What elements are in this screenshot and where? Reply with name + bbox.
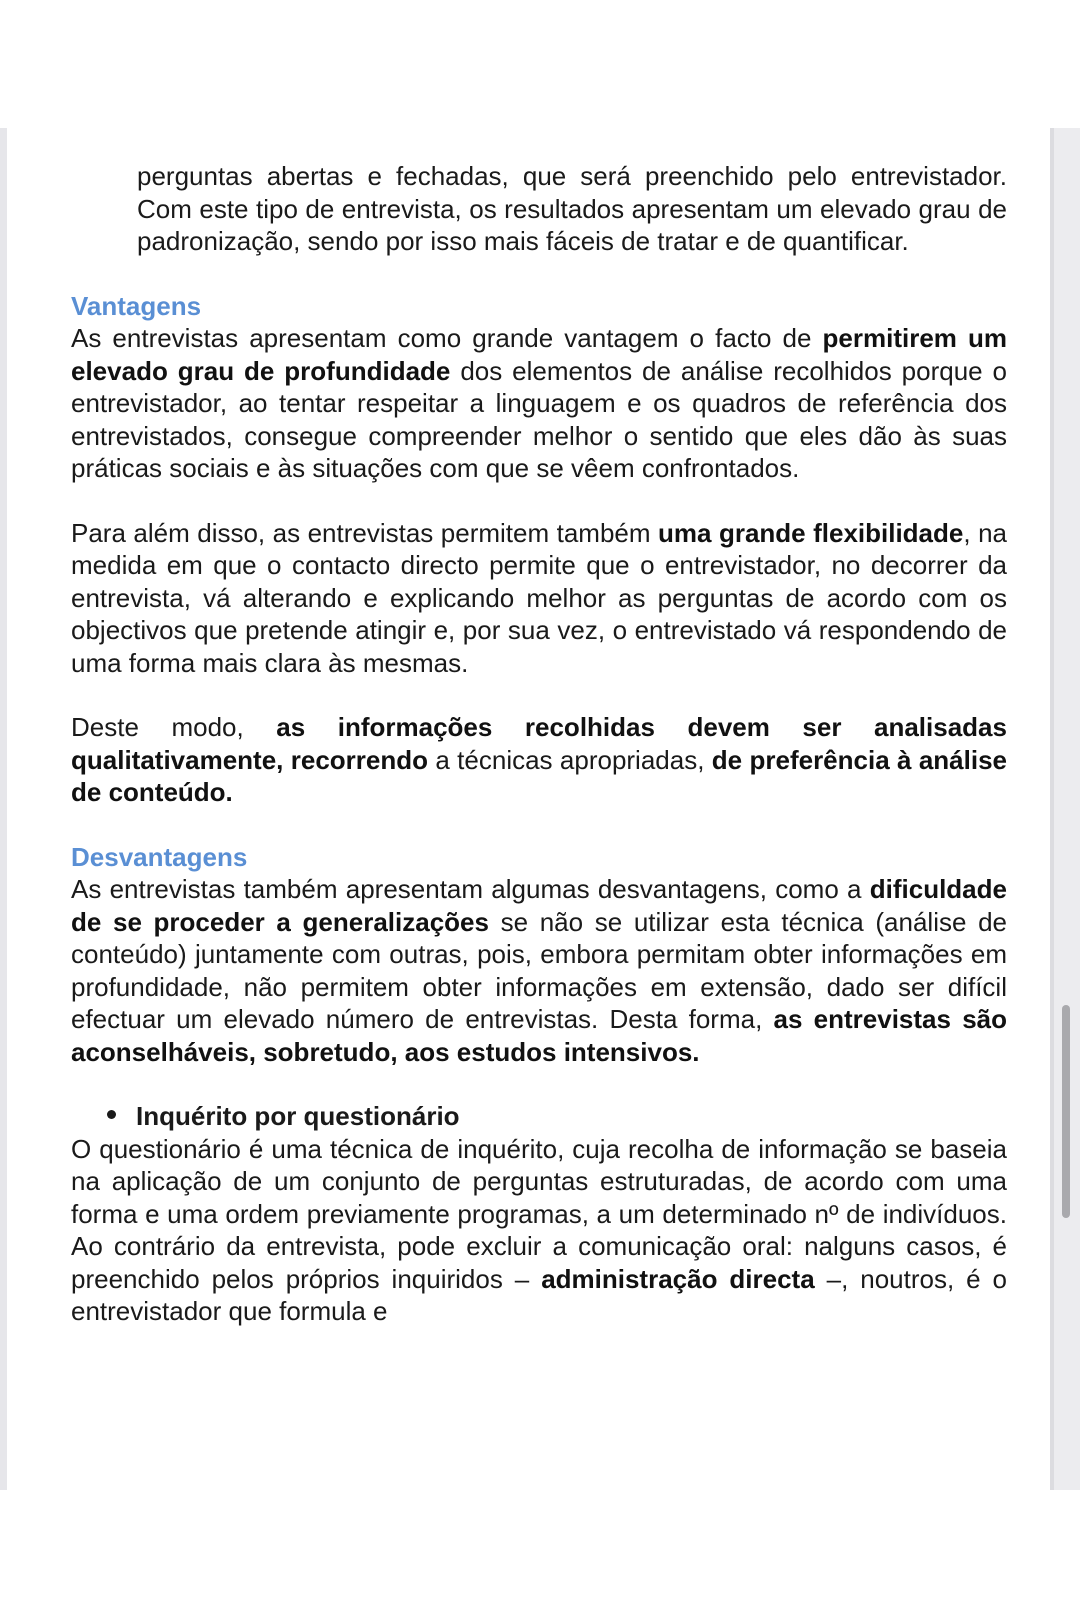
text: dos elementos de análise recolhidos porque o entrevistador, ao tentar respeitar a linguagem e os quadros de referência dos entrevistados, consegue compreender melhor o sentido que eles dão às suas práticas sociais e às situações com que se vêem confrontados.	[71, 355, 1007, 483]
text: As entrevistas apresentam como grande vantagem o facto de	[71, 323, 823, 353]
text: Deste modo,	[71, 712, 277, 742]
text: As entrevistas também apresentam algumas desvantagens, como a	[71, 874, 870, 904]
text: O questionário é uma técnica de inquérito, cuja recolha de informação se baseia na aplicação de um conjunto de perguntas estruturadas, de acordo com uma forma e uma ordem previamente programas, a um determinado nº de indivíduos. Ao contrário da entrevista, pode excluir a comunicação oral: nalguns casos, é preenchido pelos próprios inquiridos –	[71, 1133, 1007, 1294]
bold-text: administração directa	[541, 1263, 815, 1294]
heading-desvantagens: Desvantagens	[71, 841, 248, 872]
page-right-edge	[1050, 128, 1054, 1490]
heading-vantagens: Vantagens	[71, 290, 202, 321]
text: a técnicas apropriadas,	[428, 744, 712, 775]
bold-text: dificuldade de se proceder a generalizações	[71, 874, 1007, 937]
text: –, noutros, é o entrevistador que formula e	[71, 1263, 1007, 1326]
continued-paragraph: perguntas abertas e fechadas, que será preenchido pelo entrevistador. Com este tipo de entrevista, os resultados apresentam um elevado grau de padronização, sendo por isso mais fáceis de tratar e de quantificar.	[137, 161, 1007, 256]
document-viewer	[0, 128, 1080, 1490]
bold-text: as entrevistas são aconselháveis, sobretudo, aos estudos intensivos.	[71, 1004, 1007, 1067]
text: se não se utilizar esta técnica (análise de conteúdo) juntamente com outras, pois, embora permitam obter informações em profundidade, não permitem obter informações em extensão, dado ser difícil efectuar um elevado número de entrevistas. Desta forma,	[71, 906, 1007, 1034]
vantagens-paragraph-1	[71, 322, 1007, 485]
bold-text: permitirem um elevado grau de profundidade	[71, 323, 1008, 386]
text: Para além disso, as entrevistas permitem também	[71, 517, 658, 548]
bold-text: de preferência à análise de conteúdo.	[71, 744, 1007, 807]
text: , na medida em que o contacto directo permite que o entrevistador, no decorrer da entrevista, vá alterando e explicando melhor as perguntas de acordo com os objectivos que pretende atingir e, por sua vez, o entrevistado vá respondendo de uma forma mais clara às mesmas.	[71, 517, 1007, 678]
desvantagens-paragraph-1	[71, 873, 1007, 1068]
scrollbar-thumb[interactable]	[1062, 1005, 1070, 1218]
vantagens-paragraph-3	[71, 711, 1007, 809]
document-page	[71, 160, 1007, 1328]
bold-text: uma grande flexibilidade	[658, 517, 964, 548]
bullet-questionario	[71, 1100, 1007, 1133]
scrollbar-track[interactable]	[1050, 128, 1080, 1490]
bullet-icon	[107, 1110, 116, 1119]
vantagens-paragraph-2	[71, 517, 1007, 680]
bold-text: as informações recolhidas devem ser analisadas qualitativamente, recorrendo	[71, 712, 1007, 775]
questionario-paragraph-1	[71, 1133, 1007, 1328]
bullet-label: Inquérito por questionário	[136, 1101, 460, 1131]
page-left-edge	[0, 128, 7, 1490]
